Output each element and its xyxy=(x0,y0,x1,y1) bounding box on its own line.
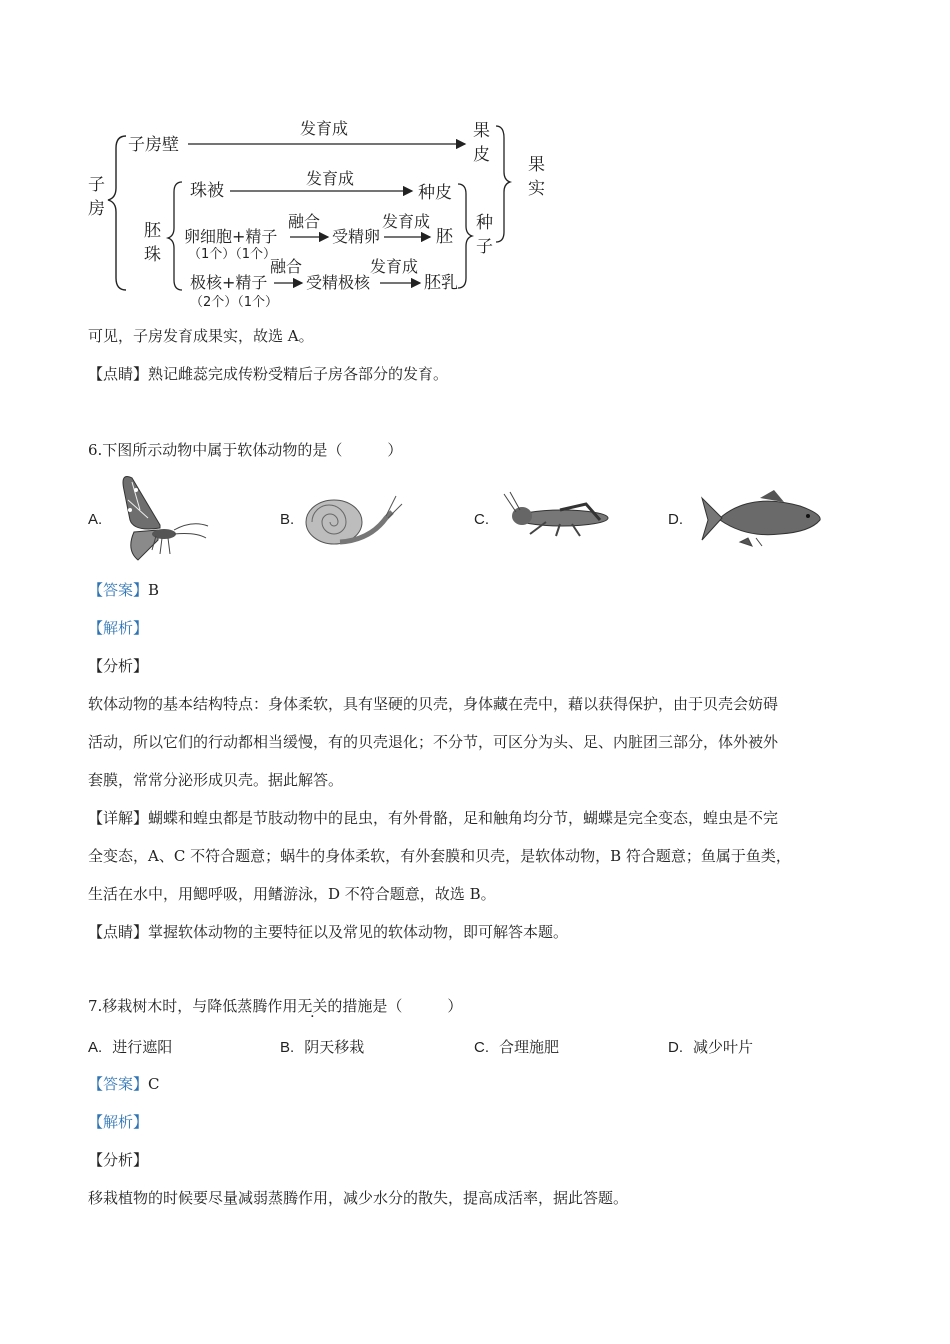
q7-answer-label: 【答案】 xyxy=(88,1075,149,1093)
fish-icon xyxy=(700,488,825,550)
ovule-label-2: 珠 xyxy=(144,245,161,265)
q7-option-d-text: 减少叶片 xyxy=(693,1038,754,1056)
butterfly-icon xyxy=(112,470,212,565)
q7-option-d-label: D. xyxy=(668,1039,683,1056)
q6-fenxi-line-1: 软体动物的基本结构特点：身体柔软，具有坚硬的贝壳，身体藏在壳中，藉以获得保护，由于贝壳会妨碍 xyxy=(88,695,779,713)
fruit-label-2: 实 xyxy=(528,179,545,199)
fruit-label-1: 果 xyxy=(528,155,545,175)
q6-option-d-label[interactable]: D. xyxy=(668,511,683,528)
integument-label: 珠被 xyxy=(190,181,224,201)
q7-fenxi-label: 【分析】 xyxy=(88,1151,149,1169)
q7-question-emphasis: 无关 xyxy=(297,997,328,1015)
seed-label-2: 子 xyxy=(476,237,493,257)
fruit-brace xyxy=(496,126,510,242)
q7-option-b[interactable] xyxy=(280,1036,364,1057)
q6-analysis-label: 【解析】 xyxy=(88,619,149,637)
seed-label-1: 种 xyxy=(476,213,493,233)
fertilized-polar-label: 受精极核 xyxy=(306,273,371,292)
q7-option-b-label: B. xyxy=(280,1039,295,1056)
question-6: 6.下图所示动物中属于软体动物的是（ ） xyxy=(88,441,403,459)
q6-detail-line-2: 全变态，A、C 不符合题意；蜗牛的身体柔软，有外套膜和贝壳，是软体动物，B 符合题意；鱼属于鱼类， xyxy=(88,847,791,865)
q7-option-c-text: 合理施肥 xyxy=(499,1038,560,1056)
q6-option-a-label[interactable]: A. xyxy=(88,511,103,528)
ovary-label-2: 房 xyxy=(88,199,105,219)
pericarp-label-2: 皮 xyxy=(473,145,490,165)
ovary-label-1: 子 xyxy=(88,175,105,195)
q7-question-pre: 7.移栽树木时，与降低蒸腾作用 xyxy=(88,997,298,1015)
develops-label-integument: 发育成 xyxy=(306,169,355,188)
fertilized-egg-label: 受精卵 xyxy=(332,227,381,246)
pericarp-label-1: 果 xyxy=(473,121,490,141)
ovary-wall-label: 子房壁 xyxy=(128,135,179,155)
q6-answer xyxy=(88,580,159,600)
q7-option-a-label: A. xyxy=(88,1039,103,1056)
q7-option-c[interactable] xyxy=(474,1036,559,1057)
q6-option-b-label[interactable]: B. xyxy=(280,511,295,528)
ovary-development-diagram xyxy=(80,108,560,308)
q7-analysis-label: 【解析】 xyxy=(88,1113,149,1131)
seed-coat-label: 种皮 xyxy=(418,183,452,203)
q7-option-a[interactable] xyxy=(88,1036,172,1057)
polar-sperm-label: 极核+精子 xyxy=(190,273,268,292)
question-7 xyxy=(88,996,462,1016)
ovule-brace xyxy=(168,182,182,290)
q6-detail-line-1: 【详解】蝴蝶和蝗虫都是节肢动物中的昆虫，有外骨骼，足和触角均分节，蝴蝶是完全变态，蝗虫是不完 xyxy=(88,809,779,827)
q6-fenxi-label: 【分析】 xyxy=(88,657,149,675)
fusion-label-1: 融合 xyxy=(288,212,321,231)
q7-option-b-text: 阴天移栽 xyxy=(304,1038,365,1056)
q6-tip: 【点睛】掌握软体动物的主要特征以及常见的软体动物，即可解答本题。 xyxy=(88,923,569,941)
q6-fenxi-line-2: 活动，所以它们的行动都相当缓慢，有的贝壳退化；不分节，可区分为头、足、内脏团三部分，体外被外 xyxy=(88,733,779,751)
q6-answer-label: 【答案】 xyxy=(88,581,149,599)
q7-option-a-text: 进行遮阳 xyxy=(112,1038,173,1056)
q7-option-c-label: C. xyxy=(474,1039,489,1056)
q7-answer-value: C xyxy=(148,1075,160,1093)
fusion-label-2: 融合 xyxy=(270,257,303,276)
q7-answer xyxy=(88,1074,160,1094)
conclusion-text: 可见，子房发育成果实，故选 A。 xyxy=(88,327,314,345)
ovary-brace xyxy=(108,136,126,290)
q6-answer-value: B xyxy=(148,581,160,599)
embryo-label: 胚 xyxy=(436,227,453,247)
grasshopper-icon xyxy=(500,490,620,540)
develops-label-top: 发育成 xyxy=(300,119,349,138)
q6-fenxi-line-3: 套膜，常常分泌形成贝壳。据此解答。 xyxy=(88,771,344,789)
develops-label-endosperm: 发育成 xyxy=(370,257,419,276)
egg-sperm-label: 卵细胞+精子 xyxy=(184,227,278,246)
q7-question-post: 的措施是（ ） xyxy=(327,997,463,1015)
count-two-one: （2个）（1个） xyxy=(190,295,279,308)
q6-detail-line-3: 生活在水中，用鳃呼吸，用鳍游泳，D 不符合题意，故选 B。 xyxy=(88,885,496,903)
endosperm-label: 胚乳 xyxy=(424,273,458,293)
ovule-label-1: 胚 xyxy=(144,221,161,241)
count-one-one: （1个）（1个） xyxy=(188,247,277,262)
tip-text-q5: 【点睛】熟记雌蕊完成传粉受精后子房各部分的发育。 xyxy=(88,365,449,383)
q7-option-d[interactable] xyxy=(668,1036,753,1057)
q6-option-c-label[interactable]: C. xyxy=(474,511,489,528)
seed-brace xyxy=(458,184,472,288)
develops-label-embryo: 发育成 xyxy=(382,212,431,231)
snail-icon xyxy=(300,488,405,548)
q7-fenxi-line: 移栽植物的时候要尽量减弱蒸腾作用，减少水分的散失，提高成活率，据此答题。 xyxy=(88,1189,629,1207)
